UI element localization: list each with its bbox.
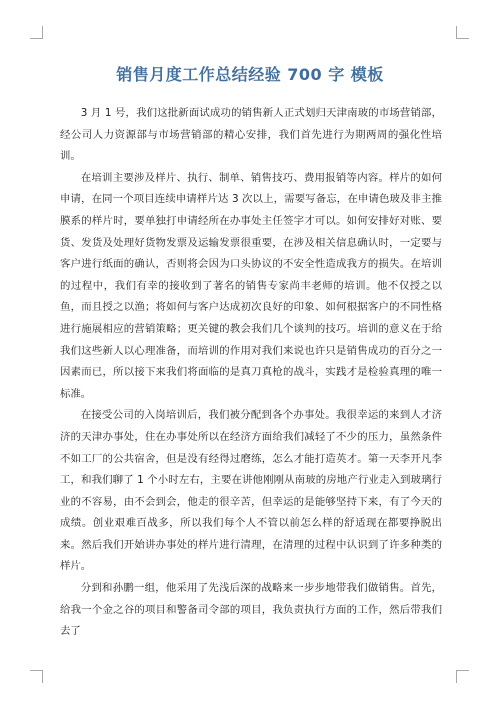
crop-mark-bottom-left [30, 670, 43, 683]
paragraph-2: 在培训主要涉及样片、执行、制单、销售技巧、费用报销等内容。样片的如何申请，在同一个项目连续申请样片达 3 次以上，需要写备忘，在申请色玻及非主推膜系的样片时，要单独打申请经所在办事处主任签字才可以。如何安排好对账、要货、发货及处理好货物发票及运输发票很重要，在涉及相关信息确认时，一定要与客户进行纸面的确认，否则将会因为口头协议的不安全性造成我方的损失。在培训的过程中，我们有幸的接收到了著名的销售专家尚丰老师的培训。他不仅授之以鱼，而且授之以渔；将如何与客户达成初次良好的印象、如何根据客户的不同性格进行施展相应的营销策略；更关键的教会我们几个谈判的技巧。培训的意义在于给我们这些新人以心理准备，而培训的作用对我们来说也许只是销售成功的百分之一因素而已，所以接下来我们将面临的是真刀真枪的战斗，实践才是检验真理的唯一标准。 [60, 171, 442, 400]
crop-mark-top-right [456, 26, 469, 39]
document-title: 销售月度工作总结经验 700 字 模板 [116, 65, 384, 84]
document-body [60, 103, 442, 643]
paragraph-1: 3 月 1 号，我们这批新面试成功的销售新人正式划归天津南玻的市场营销部，经公司人力资源部与市场营销部的精心安排，我们首先进行为期两周的强化性培训。 [60, 107, 442, 163]
paragraph-3: 在接受公司的入岗培训后，我们被分配到各个办事处。我很幸运的来到人才济济的天津办事处，住在办事处所以在经济方面给我们减轻了不少的压力，虽然条件不如工厂的公共宿舍，但是没有经得过磨练，怎么才能打造英才。第一天李开凡李工，和我们聊了 1 个小时左右，主要在讲他刚刚从南玻的房地产行业走入到玻璃行业的不容易，由不会到会，他走的很辛苦，但幸运的是能够坚持下来，有了今天的成绩。创业艰难百战多，所以我们每个人不管以前怎么样的舒适现在都要挣脱出来。然后我们开始讲办事处的样片进行清理，在清理的过程中认识到了许多种类的样片。 [60, 409, 442, 573]
paragraph-4: 分到和孙鹏一组，他采用了先浅后深的战略来一步步地带我们做销售。首先，给我一个金之谷的项目和警备司令部的项目，我负责执行方面的工作，然后带我们去了 [60, 582, 442, 638]
crop-mark-top-left [30, 26, 43, 39]
crop-mark-bottom-right [456, 670, 469, 683]
